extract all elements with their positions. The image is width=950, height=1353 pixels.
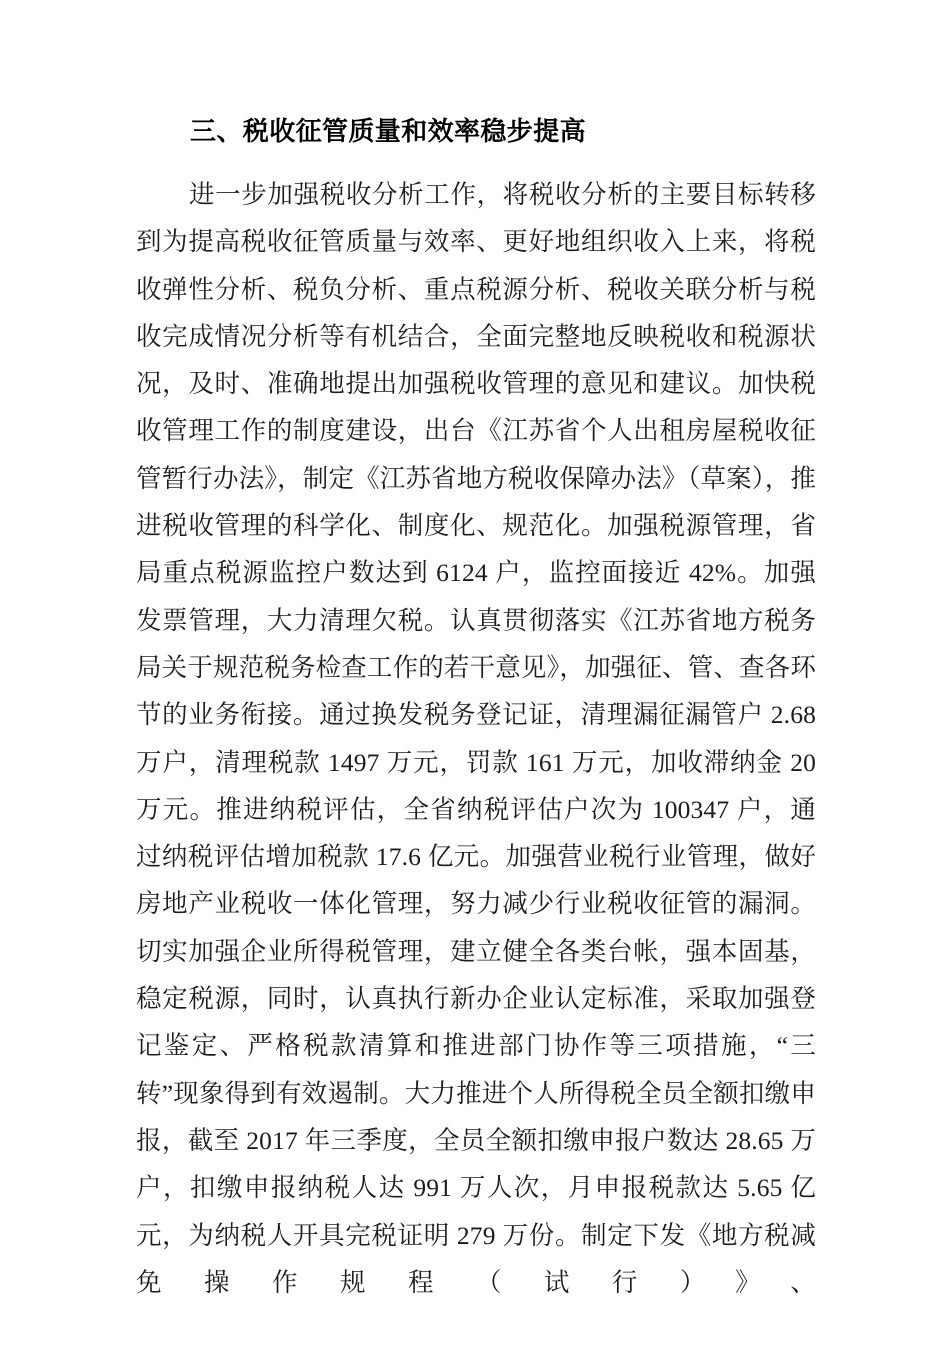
body-paragraph: 进一步加强税收分析工作，将税收分析的主要目标转移到为提高税收征管质量与效率、更好地组织收入上来，将税收弹性分析、税负分析、重点税源分析、税收关联分析与税收完成情况分析等有机结合，全面完整地反映税收和税源状况，及时、准确地提出加强税收管理的意见和建议。加快税收管理工作的制度建设，出台《江苏省个人出租房屋税收征管暂行办法》，制定《江苏省地方税收保障办法》（草案），推进税收管理的科学化、制度化、规范化。加强税源管理，省局重点税源监控户数达到 6124 户，监控面接近 42%。加强发票管理，大力清理欠税。认真贯彻落实《江苏省地方税务局关于规范税务检查工作的若干意见》，加强征、管、查各环节的业务衔接。通过换发税务登记证，清理漏征漏管户 2.68 万户，清理税款 1497 万元，罚款 161 万元，加收滞纳金 20 万元。推进纳税评估，全省纳税评估户次为 100347 户，通过纳税评估增加税款 17.6 亿元。加强营业税行业管理，做好房地产业税收一体化管理，努力减少行业税收征管的漏洞。切实加强企业所得税管理，建立健全各类台帐，强本固基，稳定税源，同时，认真执行新办企业认定标准，采取加强登记鉴定、严格税款清算和推进部门协作等三项措施，“三转”现象得到有效遏制。大力推进个人所得税全员全额扣缴申报，截至 2017 年三季度，全员全额扣缴申报户数达 28.65 万户，扣缴申报纳税人达 991 万人次，月申报税款达 5.65 亿元，为纳税人开具完税证明 279 万份。制定下发《地方税减免操作规程（试行）》、 [136, 180, 816, 1297]
page-content [136, 108, 816, 1353]
section-heading: 三、税收征管质量和效率稳步提高 [190, 116, 587, 146]
